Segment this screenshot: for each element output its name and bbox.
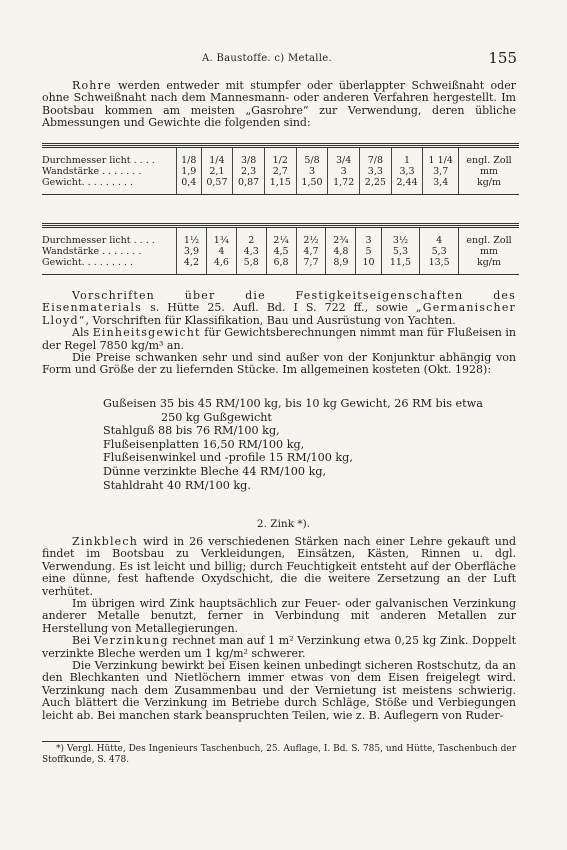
text-run: Bei (72, 634, 94, 648)
table-cell: 4 (206, 247, 236, 258)
table-cell: 1/4 (201, 148, 233, 167)
price-line: Stahldraht 40 RM/100 kg. (103, 478, 251, 492)
zink-text (42, 536, 516, 722)
table-cell: 5,3 (420, 247, 459, 258)
paragraph (42, 536, 516, 598)
unit-cell: kg/m (459, 258, 520, 275)
table-cell: 1¾ (206, 228, 236, 247)
table-cell: 3 (296, 167, 328, 178)
table-cell: 3,4 (423, 178, 459, 195)
table-cell: 3½ (381, 228, 420, 247)
table-cell: 1,72 (328, 178, 360, 195)
table-cell: 3 (356, 228, 381, 247)
table-cell: 11,5 (381, 258, 420, 275)
pipe-table-2 (42, 227, 519, 275)
unit-cell: kg/m (459, 178, 520, 195)
table-cell: 3,3 (391, 167, 423, 178)
table-cell: 8,9 (326, 258, 356, 275)
table-row (42, 148, 519, 167)
table-cell: 5 (356, 247, 381, 258)
text-run: Im übrigen wird Zink hauptsächlich zur Feuer- oder galvanischen Verzinkung anderer Metalle benutzt, ferner in Verbindung mit anderen Metallen zur Herstellung von Metallegierungen. (42, 597, 516, 635)
table-cell: 4,2 (177, 258, 207, 275)
table-cell: 2,44 (391, 178, 423, 195)
table-cell: 3 (328, 167, 360, 178)
table-cell: 1½ (177, 228, 207, 247)
table-cell: 2 (236, 228, 266, 247)
emphasis-term: Zinkblech (72, 535, 139, 548)
unit-cell: engl. Zoll (459, 228, 520, 247)
table-cell: 1,9 (177, 167, 202, 178)
row-label: Durchmesser licht . . . . (42, 148, 177, 167)
pipe-table-1 (42, 147, 519, 195)
paragraph (42, 635, 516, 660)
emphasis-term: Vorschriften über die Festigkeitseigenschaften des Eisenmaterials (42, 289, 516, 315)
price-line: Stahlguß 88 bis 76 RM/100 kg, (103, 424, 280, 438)
text-run: s. Hütte 25. Aufl. Bd. I S. 722 ff., sowie (142, 301, 416, 315)
table-rule (42, 143, 519, 146)
table-row (42, 228, 519, 247)
text-run: für Gewichtsberechnungen nimmt man für Flußeisen in der Regel 7850 kg/m³ an. (42, 326, 516, 352)
emphasis-term: Einheitsgewicht (92, 326, 201, 340)
row-label: Wandstärke . . . . . . . (42, 245, 142, 257)
table-cell: 13,5 (420, 258, 459, 275)
price-line: Dünne verzinkte Bleche 44 RM/100 kg, (103, 464, 327, 478)
table-cell: 4,7 (296, 247, 326, 258)
price-line: Flußeisenwinkel und -profile 15 RM/100 kg, (103, 451, 353, 465)
table-cell: 2¼ (266, 228, 296, 247)
row-label: Gewicht. . . . . . . . . (42, 178, 177, 195)
footnote-rule (42, 741, 120, 742)
table-cell: 1,50 (296, 178, 328, 195)
table-cell: 1/2 (264, 148, 296, 167)
table-cell: 7,7 (296, 258, 326, 275)
table-rule (42, 223, 519, 226)
table-cell: 6,8 (266, 258, 296, 275)
price-line: Flußeisenplatten 16,50 RM/100 kg, (103, 437, 305, 451)
footnote-text: *) Vergl. Hütte, Des Ingenieurs Taschenbuch, 25. Auflage, I. Bd. S. 785, und Hütte, Taschenbuch der Stoffkunde, S. 478. (42, 744, 516, 765)
price-list (103, 397, 483, 492)
table-cell: 1 1/4 (423, 148, 459, 167)
table-cell: 4,6 (206, 258, 236, 275)
table-cell: 1,15 (264, 178, 296, 195)
emphasis-term: „Germanischer Lloyd“ (42, 301, 516, 327)
text-run: rechnet man auf 1 m² Verzinkung etwa 0,25 kg Zink. Doppelt verzinkte Bleche werden um 1 kg/m² schwerer. (42, 634, 517, 660)
table-cell: 3,3 (360, 167, 392, 178)
paragraph (42, 80, 516, 130)
table-cell: 4,8 (326, 247, 356, 258)
table-cell: 5,8 (236, 258, 266, 275)
table-cell: 3,9 (177, 247, 207, 258)
table-cell: 1 (391, 148, 423, 167)
paragraph (42, 660, 516, 722)
table-cell: 4,3 (236, 247, 266, 258)
price-line: 250 kg Gußgewicht (161, 410, 272, 424)
paragraph (42, 327, 516, 352)
table-cell: 0,87 (233, 178, 265, 195)
text-run: werden entweder mit stumpfer oder überlappter Schweißnaht oder ohne Schweißnaht nach dem Mannesmann- oder anderen Verfahren hergestellt. Im Bootsbau kommen am meisten „Gasrohre“ zur Verwendung, deren übliche Abmessungen und Gewichte die folgenden sind: (42, 79, 516, 130)
table-cell: 2,7 (264, 167, 296, 178)
table-cell: 2,1 (201, 167, 233, 178)
unit-cell: mm (459, 247, 520, 258)
table-cell: 7/8 (360, 148, 392, 167)
table-cell: 2½ (296, 228, 326, 247)
table-cell: 2¾ (326, 228, 356, 247)
table-cell: 4 (420, 228, 459, 247)
intro-text (42, 80, 516, 130)
text-run: Die Preise schwanken sehr und sind außer von der Konjunktur abhängig von Form und Größe der zu liefernden Stücke. Im allgemeinen kosteten (Okt. 1928): (42, 351, 516, 377)
page-number: 155 (488, 49, 517, 67)
text-run: wird in 26 verschiedenen Stärken nach einer Lehre gekauft und findet im Bootsbau zu Verkleidungen, Einsätzen, Kästen, Rinnen u. dgl. Verwendung. Es ist leicht und billig; durch Feuchtigkeit entsteht auf der Oberfläche eine dünne, fest haftende Oxydschicht, die die weitere Zersetzung an der Luft verhütet. (42, 535, 516, 598)
table-row (42, 258, 519, 275)
unit-cell: mm (459, 167, 520, 178)
emphasis-term: Verzinkung (93, 634, 169, 648)
text-run: , Vorschriften für Klassifikation, Bau und Ausrüstung von Yachten. (85, 313, 456, 327)
table-cell: 2,25 (360, 178, 392, 195)
page-header (42, 49, 517, 71)
table-cell: 5,3 (381, 247, 420, 258)
text-run: Die Verzinkung bewirkt bei Eisen keinen unbedingt sicheren Rostschutz, da an den Blechkanten und Nietlöchern immer etwas von dem Eisen freigelegt wird. Verzinkung nach dem Zusammenbau und der Vernietung ist meistens schwierig. Auch blättert die Verzinkung im Betriebe durch Schläge, Stöße und Verbiegungen leicht ab. Bei manchen stark beanspruchten Teilen, wie z. B. Auflegern von Ruder- (42, 659, 516, 722)
table-cell: 3,7 (423, 167, 459, 178)
row-label: Durchmesser licht . . . . (42, 228, 177, 247)
unit-cell: engl. Zoll (459, 148, 520, 167)
table-cell: 3/8 (233, 148, 265, 167)
table-cell: 1/8 (177, 148, 202, 167)
table-row (42, 247, 519, 258)
row-label: Wandstärke . . . . . . . (42, 165, 142, 177)
table-cell: 4,5 (266, 247, 296, 258)
table-row (42, 178, 519, 195)
table-cell: 10 (356, 258, 381, 275)
table-cell: 0,57 (201, 178, 233, 195)
material-text (42, 290, 516, 377)
section-heading: 2. Zink *). (256, 518, 311, 530)
table-row (42, 167, 519, 178)
table-cell: 5/8 (296, 148, 328, 167)
price-line: Gußeisen 35 bis 45 RM/100 kg, bis 10 kg Gewicht, 26 RM bis etwa (103, 397, 483, 410)
paragraph (42, 290, 516, 327)
text-run: Als (72, 326, 93, 340)
table-cell: 2,3 (233, 167, 265, 178)
paragraph (42, 598, 516, 635)
running-title: A. Baustoffe. c) Metalle. (202, 53, 332, 64)
row-label: Gewicht. . . . . . . . . (42, 258, 177, 275)
footnote (42, 744, 516, 766)
table-cell: 0,4 (177, 178, 202, 195)
emphasis-term: Rohre (72, 79, 112, 92)
table-cell: 3/4 (328, 148, 360, 167)
paragraph (42, 352, 516, 377)
